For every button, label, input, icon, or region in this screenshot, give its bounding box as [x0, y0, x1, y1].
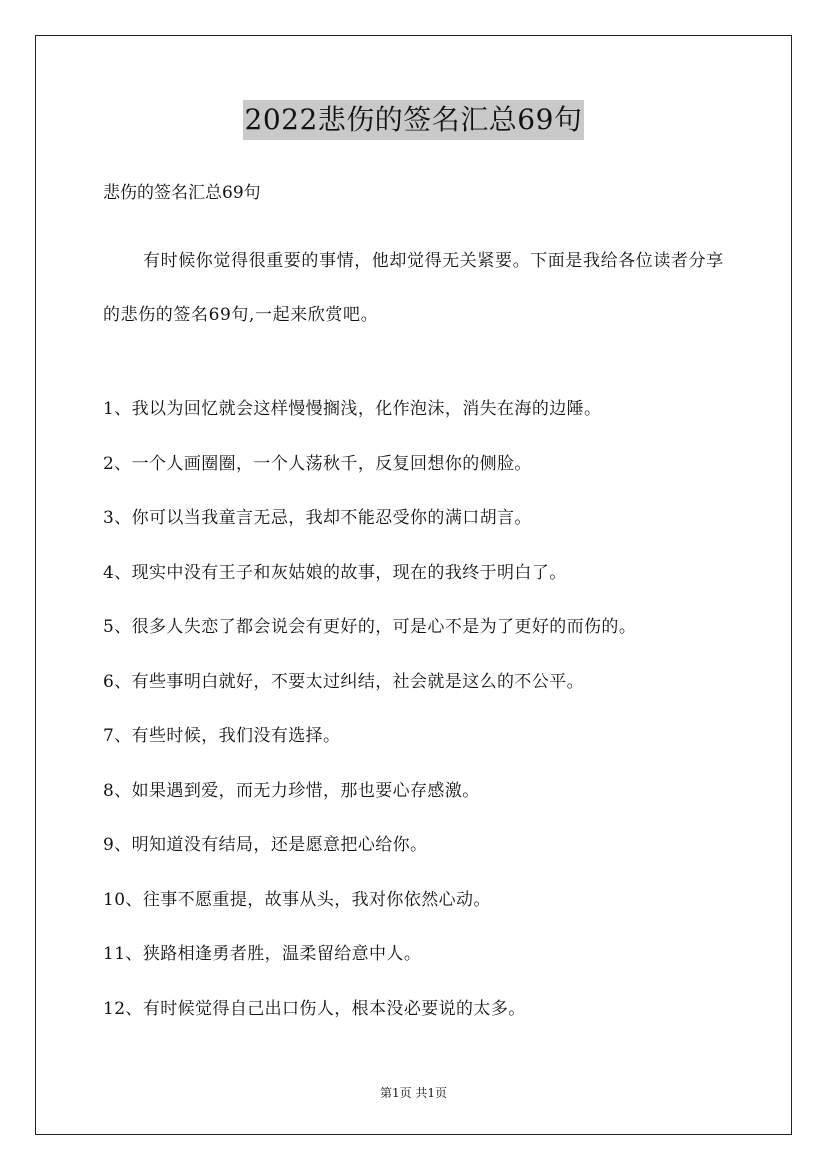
list-item: 4、现实中没有王子和灰姑娘的故事，现在的我终于明白了。 [103, 562, 567, 583]
list-item: 7、有些时候，我们没有选择。 [103, 726, 341, 746]
document-subtitle: 悲伤的签名汇总69句 [103, 183, 261, 203]
list-item: 11、狭路相逢勇者胜，温柔留给意中人。 [103, 944, 422, 964]
title-container [0, 100, 827, 140]
list-item: 12、有时候觉得自己出口伤人，根本没必要说的太多。 [103, 998, 526, 1019]
list-item: 5、很多人失恋了都会说会有更好的，可是心不是为了更好的而伤的。 [103, 617, 637, 637]
list-item: 3、你可以当我童言无忌，我却不能忍受你的满口胡言。 [103, 508, 532, 528]
list-item: 10、往事不愿重提，故事从头，我对你依然心动。 [103, 889, 491, 910]
list-item: 1、我以为回忆就会这样慢慢搁浅，化作泡沫，消失在海的边陲。 [103, 399, 602, 419]
intro-paragraph: 有时候你觉得很重要的事情，他却觉得无关紧要。下面是我给各位读者分享的悲伤的签名69句,一起来欣赏吧。 [103, 251, 724, 325]
document-title: 2022悲伤的签名汇总69句 [243, 100, 585, 140]
signature-list [103, 392, 763, 1046]
list-item: 8、如果遇到爱，而无力珍惜，那也要心存感激。 [103, 780, 480, 801]
page-number: 第1页 共1页 [379, 1086, 448, 1100]
list-item: 9、明知道没有结局，还是愿意把心给你。 [103, 835, 428, 855]
list-item: 2、一个人画圈圈，一个人荡秋千，反复回想你的侧脸。 [103, 453, 532, 474]
list-item: 6、有些事明白就好，不要太过纠结，社会就是这么的不公平。 [103, 671, 585, 692]
